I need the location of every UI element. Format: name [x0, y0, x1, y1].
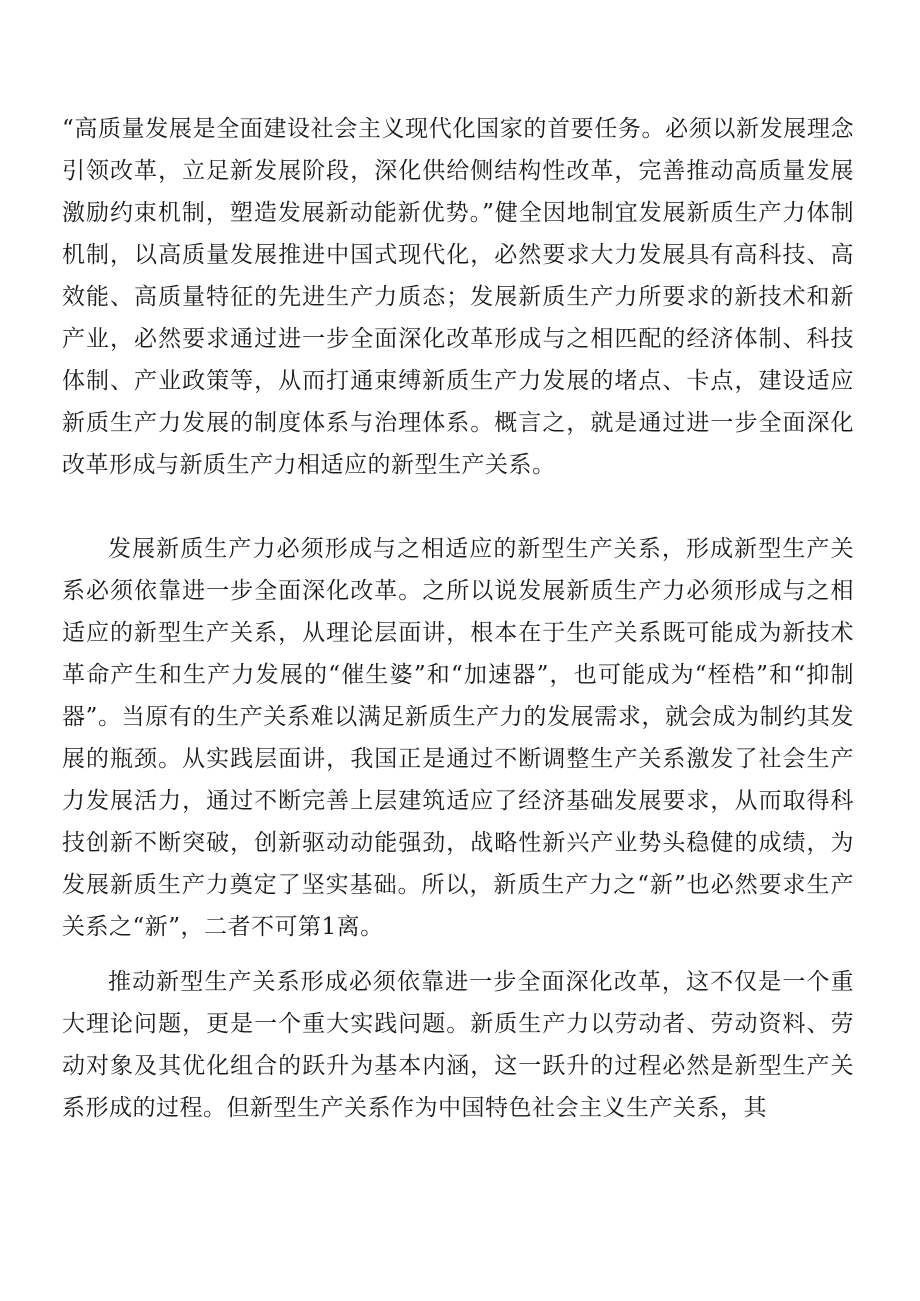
paragraph-3: 推动新型生产关系形成必须依靠进一步全面深化改革，这不仅是一个重大理论问题，更是一个重大实践问题。新质生产力以劳动者、劳动资料、劳动对象及其优化组合的跃升为基本内涵，这一跃升的过程必然是新型生产关系形成的过程。但新型生产关系作为中国特色社会主义生产关系，其: [62, 969, 854, 1121]
paragraph-1: “高质量发展是全面建设社会主义现代化国家的首要任务。必须以新发展理念引领改革，立足新发展阶段，深化供给侧结构性改革，完善推动高质量发展激励约束机制，塑造发展新动能新优势。”健全因地制宜发展新质生产力体制机制，以高质量发展推进中国式现代化，必然要求大力发展具有高科技、高效能、高质量特征的先进生产力质态；发展新质生产力所要求的新技术和新产业，必然要求通过进一步全面深化改革形成与之相匹配的经济体制、科技体制、产业政策等，从而打通束缚新质生产力发展的堵点、卡点，建设适应新质生产力发展的制度体系与治理体系。概言之，就是通过进一步全面深化改革形成与新质生产力相适应的新型生产关系。: [62, 116, 854, 478]
paragraph-2: 发展新质生产力必须形成与之相适应的新型生产关系，形成新型生产关系必须依靠进一步全面深化改革。之所以说发展新质生产力必须形成与之相适应的新型生产关系，从理论层面讲，根本在于生产关系既可能成为新技术革命产生和生产力发展的“催生婆”和“加速器”，也可能成为“桎梏”和“抑制器”。当原有的生产关系难以满足新质生产力的发展需求，就会成为制约其发展的瓶颈。从实践层面讲，我国正是通过不断调整生产关系激发了社会生产力发展活力，通过不断完善上层建筑适应了经济基础发展要求，从而取得科技创新不断突破，创新驱动动能强劲，战略性新兴产业势头稳健的成绩，为发展新质生产力奠定了坚实基础。所以，新质生产力之“新”也必然要求生产关系之“新”，二者不可第1离。: [62, 536, 854, 940]
